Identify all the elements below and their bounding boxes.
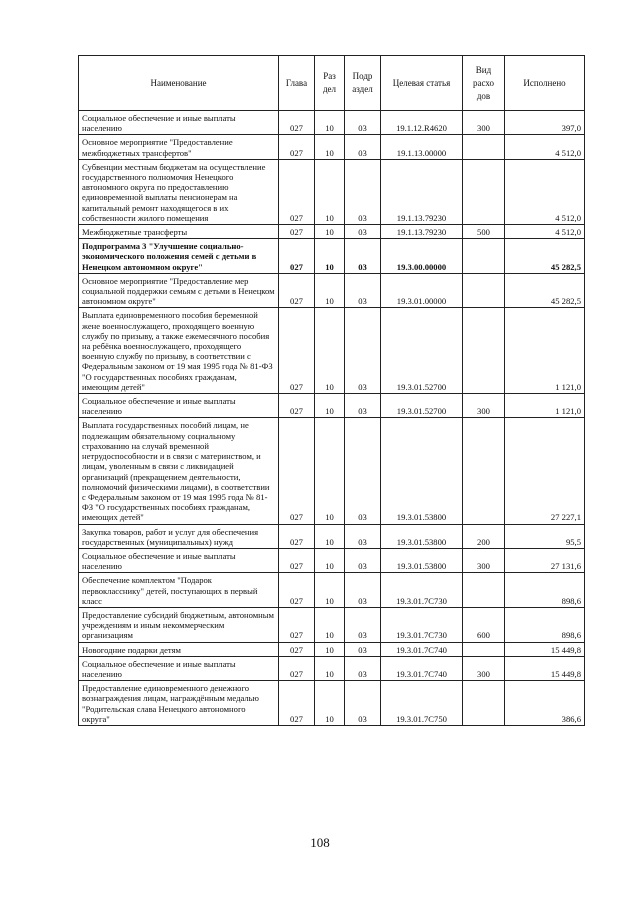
table-row: [79, 656, 585, 680]
table-cell-podrazdel: 03: [345, 239, 381, 274]
table-cell-name: Основное мероприятие "Предоставление межбюджетных трансфертов": [79, 135, 279, 159]
table-cell-vid: [463, 135, 505, 159]
table-row: [79, 135, 585, 159]
header-statya: Целевая статья: [381, 56, 463, 111]
table-cell-name: Обеспечение комплектом "Подарок первокласснику" детей, поступающих в первый класс: [79, 573, 279, 608]
table-cell-value: 898,6: [505, 607, 585, 642]
table-cell-podrazdel: 03: [345, 273, 381, 308]
table-cell-vid: [463, 239, 505, 274]
table-cell-name: Предоставление субсидий бюджетным, автономным учреждениям и иным некоммерческим организациям: [79, 607, 279, 642]
table-cell-razdel: 10: [315, 135, 345, 159]
table-row: [79, 642, 585, 656]
table-row: [79, 239, 585, 274]
table-cell-vid: [463, 308, 505, 394]
table-cell-glava: 027: [279, 111, 315, 135]
table-cell-vid: 500: [463, 225, 505, 239]
table-cell-vid: [463, 418, 505, 524]
table-cell-name: Предоставление единовременного денежного вознаграждения лицам, награждённым медалью "Родительская слава Ненецкого автономного округа": [79, 681, 279, 726]
table-cell-glava: 027: [279, 394, 315, 418]
table-cell-value: 45 282,5: [505, 273, 585, 308]
table-cell-razdel: 10: [315, 159, 345, 224]
table-cell-name: Социальное обеспечение и иные выплаты населению: [79, 394, 279, 418]
table-cell-statya: 19.3.01.53800: [381, 548, 463, 572]
table-cell-value: 27 131,6: [505, 548, 585, 572]
table-row: [79, 524, 585, 548]
table-cell-podrazdel: 03: [345, 418, 381, 524]
table-cell-razdel: 10: [315, 573, 345, 608]
table-cell-statya: 19.3.01.00000: [381, 273, 463, 308]
table-cell-value: 4 512,0: [505, 225, 585, 239]
table-cell-podrazdel: 03: [345, 225, 381, 239]
header-glava: Глава: [279, 56, 315, 111]
budget-table-page: [78, 55, 584, 726]
table-header-row: [79, 56, 585, 111]
table-cell-podrazdel: 03: [345, 394, 381, 418]
table-cell-razdel: 10: [315, 548, 345, 572]
table-cell-value: 15 449,8: [505, 642, 585, 656]
table-cell-name: Субвенции местным бюджетам на осуществление государственного полномочия Ненецкого автономного округа по предоставлению единовременной выплаты пенсионерам на капитальный ремонт находящегося в их собственности жилого помещения: [79, 159, 279, 224]
table-row: [79, 273, 585, 308]
table-cell-glava: 027: [279, 135, 315, 159]
table-cell-value: 95,5: [505, 524, 585, 548]
table-cell-value: 386,6: [505, 681, 585, 726]
table-cell-glava: 027: [279, 548, 315, 572]
table-cell-razdel: 10: [315, 418, 345, 524]
table-cell-name: Межбюджетные трансферты: [79, 225, 279, 239]
table-cell-statya: 19.3.01.7С750: [381, 681, 463, 726]
table-row: [79, 607, 585, 642]
table-cell-razdel: 10: [315, 607, 345, 642]
table-cell-value: 898,6: [505, 573, 585, 608]
table-row: [79, 681, 585, 726]
table-cell-statya: 19.1.13.00000: [381, 135, 463, 159]
table-cell-value: 45 282,5: [505, 239, 585, 274]
budget-table: [78, 55, 585, 726]
table-cell-glava: 027: [279, 642, 315, 656]
table-cell-name: Выплата государственных пособий лицам, не подлежащим обязательному социальному страхованию на случай временной нетрудоспособности и в связи с материнством, и лицам, уволенным в связи с ликвидацией организаций (прекращением деятельности, полномочий физическими лицами), в соответствии с Федеральным законом от 19 мая 1995 года № 81-ФЗ "О государственных пособиях гражданам, имеющих детей": [79, 418, 279, 524]
table-cell-vid: 300: [463, 111, 505, 135]
table-cell-podrazdel: 03: [345, 573, 381, 608]
table-cell-glava: 027: [279, 273, 315, 308]
table-cell-name: Социальное обеспечение и иные выплаты населению: [79, 548, 279, 572]
table-cell-statya: 19.1.12.R4620: [381, 111, 463, 135]
table-cell-razdel: 10: [315, 656, 345, 680]
table-cell-podrazdel: 03: [345, 642, 381, 656]
table-cell-glava: 027: [279, 159, 315, 224]
table-cell-value: 1 121,0: [505, 394, 585, 418]
table-cell-vid: 300: [463, 656, 505, 680]
header-vid: Вид расхо дов: [463, 56, 505, 111]
header-podrazdel: Подр аздел: [345, 56, 381, 111]
table-row: [79, 573, 585, 608]
table-cell-podrazdel: 03: [345, 548, 381, 572]
table-row: [79, 548, 585, 572]
table-cell-statya: 19.3.01.7С740: [381, 656, 463, 680]
table-cell-vid: 300: [463, 548, 505, 572]
table-cell-statya: 19.3.01.52700: [381, 394, 463, 418]
table-cell-name: Подпрограмма 3 "Улучшение социально-экономического положения семей с детьми в Ненецком автономном округе": [79, 239, 279, 274]
table-cell-statya: 19.3.01.7С730: [381, 607, 463, 642]
table-cell-value: 4 512,0: [505, 135, 585, 159]
table-cell-vid: [463, 573, 505, 608]
table-cell-razdel: 10: [315, 394, 345, 418]
table-cell-glava: 027: [279, 607, 315, 642]
table-row: [79, 111, 585, 135]
table-cell-podrazdel: 03: [345, 135, 381, 159]
table-cell-podrazdel: 03: [345, 159, 381, 224]
header-name: Наименование: [79, 56, 279, 111]
table-cell-vid: [463, 159, 505, 224]
table-cell-glava: 027: [279, 308, 315, 394]
table-cell-value: 15 449,8: [505, 656, 585, 680]
table-cell-glava: 027: [279, 524, 315, 548]
table-cell-statya: 19.3.01.7С740: [381, 642, 463, 656]
header-value: Исполнено: [505, 56, 585, 111]
table-cell-razdel: 10: [315, 524, 345, 548]
table-cell-statya: 19.3.01.7С730: [381, 573, 463, 608]
table-cell-statya: 19.1.13.79230: [381, 225, 463, 239]
table-row: [79, 308, 585, 394]
table-cell-glava: 027: [279, 656, 315, 680]
table-cell-razdel: 10: [315, 111, 345, 135]
table-cell-razdel: 10: [315, 273, 345, 308]
table-cell-statya: 19.1.13.79230: [381, 159, 463, 224]
table-cell-statya: 19.3.01.53800: [381, 418, 463, 524]
table-cell-razdel: 10: [315, 308, 345, 394]
table-cell-podrazdel: 03: [345, 607, 381, 642]
table-cell-name: Социальное обеспечение и иные выплаты населению: [79, 111, 279, 135]
table-cell-value: 397,0: [505, 111, 585, 135]
table-cell-statya: 19.3.00.00000: [381, 239, 463, 274]
table-cell-razdel: 10: [315, 642, 345, 656]
table-cell-glava: 027: [279, 681, 315, 726]
table-body: [79, 111, 585, 726]
table-cell-value: 1 121,0: [505, 308, 585, 394]
table-row: [79, 394, 585, 418]
header-razdel: Раз дел: [315, 56, 345, 111]
table-cell-glava: 027: [279, 239, 315, 274]
table-cell-vid: [463, 273, 505, 308]
page-number: 108: [310, 835, 330, 850]
table-cell-value: 27 227,1: [505, 418, 585, 524]
table-cell-vid: 200: [463, 524, 505, 548]
table-cell-vid: [463, 681, 505, 726]
table-cell-vid: 600: [463, 607, 505, 642]
table-cell-name: Основное мероприятие "Предоставление мер социальной поддержки семьям с детьми в Ненецком автономном округе": [79, 273, 279, 308]
table-cell-glava: 027: [279, 225, 315, 239]
table-cell-name: Социальное обеспечение и иные выплаты населению: [79, 656, 279, 680]
table-cell-podrazdel: 03: [345, 524, 381, 548]
table-cell-podrazdel: 03: [345, 308, 381, 394]
table-cell-vid: [463, 642, 505, 656]
table-cell-statya: 19.3.01.52700: [381, 308, 463, 394]
table-cell-podrazdel: 03: [345, 681, 381, 726]
table-cell-razdel: 10: [315, 239, 345, 274]
table-row: [79, 418, 585, 524]
table-cell-statya: 19.3.01.53800: [381, 524, 463, 548]
table-cell-podrazdel: 03: [345, 111, 381, 135]
table-row: [79, 159, 585, 224]
table-cell-glava: 027: [279, 418, 315, 524]
table-cell-razdel: 10: [315, 225, 345, 239]
table-cell-vid: 300: [463, 394, 505, 418]
table-cell-name: Закупка товаров, работ и услуг для обеспечения государственных (муниципальных) нужд: [79, 524, 279, 548]
table-row: [79, 225, 585, 239]
table-cell-razdel: 10: [315, 681, 345, 726]
table-cell-name: Выплата единовременного пособия беременной жене военнослужащего, проходящего военную службу по призыву, а также ежемесячного пособия на ребёнка военнослужащего, проходящего военную службу по призыву, в соответствии с Федеральным законом от 19 мая 1995 года № 81-ФЗ "О государственных пособиях гражданам, имеющим детей": [79, 308, 279, 394]
table-cell-name: Новогодние подарки детям: [79, 642, 279, 656]
table-cell-value: 4 512,0: [505, 159, 585, 224]
table-cell-podrazdel: 03: [345, 656, 381, 680]
table-cell-glava: 027: [279, 573, 315, 608]
